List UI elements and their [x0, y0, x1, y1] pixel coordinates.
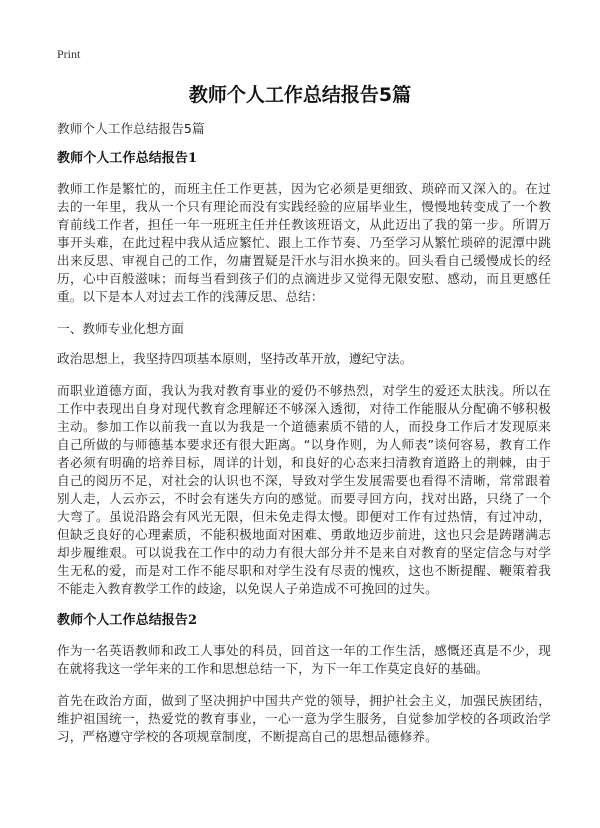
document-title: 教师个人工作总结报告5篇 [188, 84, 412, 106]
report1-intro-paragraph: 教师工作是繁忙的，而班主任工作更甚，因为它必须是更细致、琐碎而又深入的。在过去的一年里，我从一个只有理论而没有实践经验的应届毕业生，慢慢地转变成了一个教育前线工作者，担任一年一班班主任并任教该班语文，从此迈出了我的第一步。所谓万事开头难，在此过程中我从适应繁忙、跟上工作节奏、乃至学习从繁忙琐碎的泥潭中跳出来反思、审视自己的工作，勿庸置疑是汗水与泪水换来的。回头看自己缓慢成长的经历，心中百般滋味；而每当看到孩子们的点滴进步又觉得无限安慰、感动，而且更感任重。以下是本人对过去工作的浅薄反思、总结： [57, 181, 551, 304]
report1-heading: 教师个人工作总结报告1 [57, 151, 198, 166]
print-link[interactable]: Print [57, 47, 81, 61]
report2-heading: 教师个人工作总结报告2 [57, 613, 198, 628]
report2-intro-paragraph: 作为一名英语教师和政工人事处的科员，回首这一年的工作生活，感慨还真是不少，现在就将我这一学年来的工作和思想总结一下，为下一年工作莫定良好的基础。 [57, 643, 551, 676]
report2-political-paragraph: 首先在政治方面，做到了坚决拥护中国共产党的领导，拥护社会主义，加强民族团结，维护祖国统一，热爱党的教育事业，一心一意为学生服务，自觉参加学校的各项政治学习，严格遵守学校的各项规章制度，不断提高自己的思想品德修养。 [57, 693, 551, 744]
report1-political-paragraph: 政治思想上，我坚持四项基本原则，坚持改革开放，遵纪守法。 [57, 351, 413, 366]
report1-ethics-paragraph: 而职业道德方面，我认为我对教育事业的爱仍不够热烈，对学生的爱还太肤浅。所以在工作中表现出自身对现代教育念理解还不够深入透彻，对待工作能服从分配确不够积极主动。参加工作以前我一直以为我是一个道德素质不错的人，而投身工作后才发现原来自己所做的与师德基本要求还有很大距离。“以身作则，为人师表”谈何容易，教育工作者必须有明确的培养目标，周详的计划，和良好的心态来扫清教育道路上的荆棘，由于自己的阅历不足，对社会的认识也不深，导致对学生发展需要也看得不清晰，常常跟着别人走，人云亦云，不时会有迷失方向的感觉。而要寻回方向，找对出路，只绕了一个大弯了。虽说沿路会有风光无限，但未免走得太慢。即便对工作有过热情，有过冲动，但缺乏良好的心理素质，不能积极地面对困难、勇敢地迈步前进，这也只会是踌躇满志却步履维艰。可以说我在工作中的动力有很大部分并不是来自对教育的坚定信念与对学生无私的爱，而是对工作不能尽职和对学生没有尽责的愧疚，这也不断提醒、鞭策着我不能走入教育教学工作的歧途，以免误人子弟造成不可挽回的过失。 [57, 383, 551, 596]
document-subtitle: 教师个人工作总结报告5篇 [57, 121, 205, 136]
report1-section-heading: 一、教师专业化想方面 [57, 321, 184, 336]
document-body [57, 120, 551, 760]
